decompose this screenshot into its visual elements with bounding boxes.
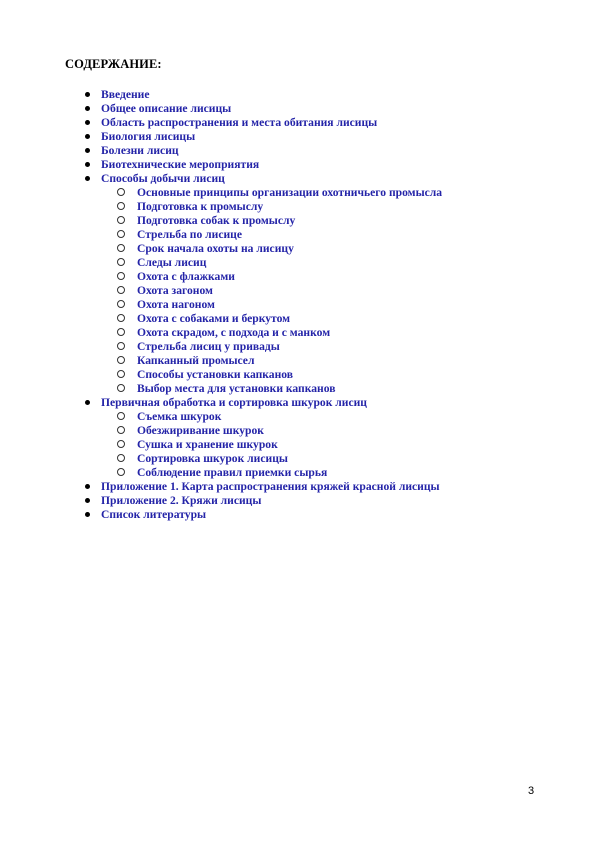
circle-bullet-icon (116, 326, 126, 340)
toc-entry[interactable] (0, 88, 600, 102)
circle-bullet-icon (116, 438, 126, 452)
bullet-icon (82, 88, 92, 102)
toc-entry-label[interactable]: Стрельба лисиц у привады (137, 340, 280, 353)
toc-entry-label[interactable]: Подготовка к промыслу (137, 200, 264, 213)
toc-entry[interactable] (0, 494, 600, 508)
circle-bullet-icon (116, 214, 126, 228)
circle-bullet-icon (116, 382, 126, 396)
toc-subentry[interactable] (0, 410, 600, 424)
toc-entry[interactable] (0, 116, 600, 130)
circle-bullet-icon (116, 354, 126, 368)
table-of-contents (0, 88, 600, 522)
toc-entry-label[interactable]: Приложение 2. Кряжи лисицы (101, 494, 262, 507)
circle-bullet-icon (116, 200, 126, 214)
toc-entry-label[interactable]: Срок начала охоты на лисицу (137, 242, 294, 255)
toc-entry-label[interactable]: Охота нагоном (137, 298, 215, 311)
toc-entry-label[interactable]: Выбор места для установки капканов (137, 382, 336, 395)
toc-entry-label[interactable]: Список литературы (101, 508, 207, 521)
toc-entry-label[interactable]: Соблюдение правил приемки сырья (137, 466, 328, 479)
circle-bullet-icon (116, 256, 126, 270)
toc-entry-label[interactable]: Способы добычи лисиц (101, 172, 225, 185)
circle-bullet-icon (116, 424, 126, 438)
bullet-icon (82, 130, 92, 144)
toc-entry-label[interactable]: Основные принципы организации охотничьего промысла (137, 186, 443, 199)
toc-entry-label[interactable]: Охота с флажками (137, 270, 235, 283)
toc-entry-label[interactable]: Биология лисицы (101, 130, 196, 143)
toc-subentry[interactable] (0, 368, 600, 382)
toc-entry-label[interactable]: Приложение 1. Карта распространения кряжей красной лисицы (101, 480, 440, 493)
circle-bullet-icon (116, 270, 126, 284)
circle-bullet-icon (116, 368, 126, 382)
circle-bullet-icon (116, 298, 126, 312)
toc-entry[interactable] (0, 102, 600, 116)
toc-subentry[interactable] (0, 326, 600, 340)
toc-entry-label[interactable]: Подготовка собак к промыслу (137, 214, 296, 227)
circle-bullet-icon (116, 284, 126, 298)
circle-bullet-icon (116, 312, 126, 326)
toc-entry-label[interactable]: Сушка и хранение шкурок (137, 438, 278, 451)
toc-entry-label[interactable]: Охота загоном (137, 284, 213, 297)
bullet-icon (82, 116, 92, 130)
toc-subentry[interactable] (0, 200, 600, 214)
toc-subentry[interactable] (0, 256, 600, 270)
toc-entry-label[interactable]: Стрельба по лисице (137, 228, 242, 241)
bullet-icon (82, 508, 92, 522)
toc-subentry[interactable] (0, 270, 600, 284)
circle-bullet-icon (116, 452, 126, 466)
toc-entry-label[interactable]: Болезни лисиц (101, 144, 179, 157)
bullet-icon (82, 158, 92, 172)
toc-entry-label[interactable]: Обезжиривание шкурок (137, 424, 264, 437)
toc-entry[interactable] (0, 508, 600, 522)
circle-bullet-icon (116, 242, 126, 256)
bullet-icon (82, 102, 92, 116)
toc-subentry[interactable] (0, 186, 600, 200)
toc-entry-label[interactable]: Область распространения и места обитания лисицы (101, 116, 378, 129)
circle-bullet-icon (116, 466, 126, 480)
toc-entry-label[interactable]: Следы лисиц (137, 256, 207, 269)
toc-entry-label[interactable]: Охота скрадом, с подхода и с манком (137, 326, 331, 339)
toc-entry-label[interactable]: Биотехнические мероприятия (101, 158, 260, 171)
bullet-icon (82, 480, 92, 494)
page-number: 3 (528, 785, 535, 797)
toc-subentry[interactable] (0, 242, 600, 256)
bullet-icon (82, 144, 92, 158)
toc-entry-label[interactable]: Введение (101, 88, 150, 101)
toc-subentry[interactable] (0, 466, 600, 480)
toc-subentry[interactable] (0, 298, 600, 312)
toc-entry-label[interactable]: Первичная обработка и сортировка шкурок лисиц (101, 396, 367, 409)
toc-entry-label[interactable]: Способы установки капканов (137, 368, 294, 381)
toc-entry[interactable] (0, 144, 600, 158)
toc-entry-label[interactable]: Капканный промысел (137, 354, 255, 367)
toc-subentry[interactable] (0, 354, 600, 368)
toc-subentry[interactable] (0, 438, 600, 452)
toc-subentry[interactable] (0, 228, 600, 242)
toc-subentry[interactable] (0, 340, 600, 354)
bullet-icon (82, 396, 92, 410)
toc-subentry[interactable] (0, 214, 600, 228)
toc-subentry[interactable] (0, 284, 600, 298)
toc-entry-label[interactable]: Охота с собаками и беркутом (137, 312, 291, 325)
circle-bullet-icon (116, 228, 126, 242)
toc-subentry[interactable] (0, 452, 600, 466)
toc-subentry[interactable] (0, 382, 600, 396)
toc-entry[interactable] (0, 158, 600, 172)
toc-entry[interactable] (0, 172, 600, 186)
toc-heading: СОДЕРЖАНИЕ: (65, 57, 162, 71)
circle-bullet-icon (116, 340, 126, 354)
toc-subentry[interactable] (0, 424, 600, 438)
toc-entry[interactable] (0, 396, 600, 410)
bullet-icon (82, 172, 92, 186)
circle-bullet-icon (116, 410, 126, 424)
toc-subentry[interactable] (0, 312, 600, 326)
toc-entry-label[interactable]: Сортировка шкурок лисицы (137, 452, 288, 465)
toc-entry-label[interactable]: Съемка шкурок (137, 410, 222, 423)
bullet-icon (82, 494, 92, 508)
toc-entry-label[interactable]: Общее описание лисицы (101, 102, 232, 115)
circle-bullet-icon (116, 186, 126, 200)
toc-entry[interactable] (0, 480, 600, 494)
toc-entry[interactable] (0, 130, 600, 144)
